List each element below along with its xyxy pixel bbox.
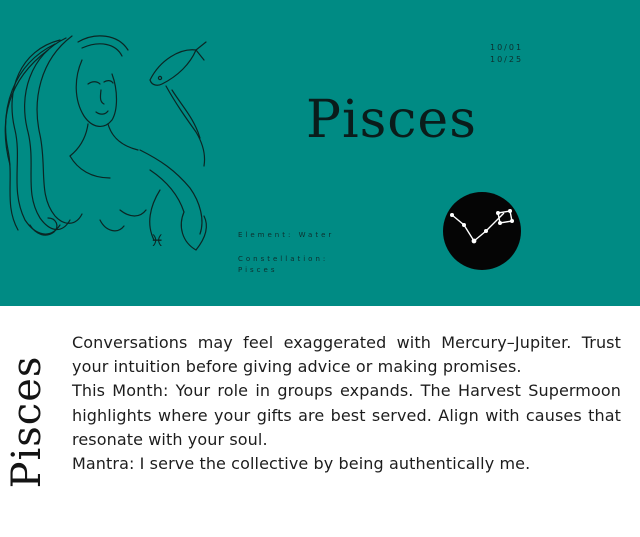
side-title [2, 352, 52, 492]
constellation-map-icon [442, 191, 522, 271]
element-label: Element: Water [238, 231, 335, 239]
horoscope-intro: Conversations may feel exaggerated with Mercury–Jupiter. Trust your intuition before giving advice or making promises. [72, 333, 621, 377]
horoscope-text [72, 331, 621, 476]
constellation-info [238, 254, 328, 276]
horoscope-mantra: Mantra: I serve the collective by being authentically me. [72, 454, 531, 474]
side-title-text: Pisces [4, 355, 50, 489]
constellation-label: Constellation: [238, 255, 329, 263]
date-end: 10/25 [490, 55, 524, 64]
page-title: Pisces [306, 90, 477, 150]
element-info [238, 230, 334, 241]
date-range [490, 42, 523, 66]
mermaid-illustration-icon [0, 20, 230, 260]
constellation-value: Pisces [238, 266, 278, 274]
horoscope-month: This Month: Your role in groups expands. The Harvest Supermoon highlights where your gifts are best served. Align with causes that resonate with your soul. [72, 381, 621, 449]
pisces-glyph-icon: ♓ [150, 231, 165, 250]
date-start: 10/01 [490, 43, 524, 52]
